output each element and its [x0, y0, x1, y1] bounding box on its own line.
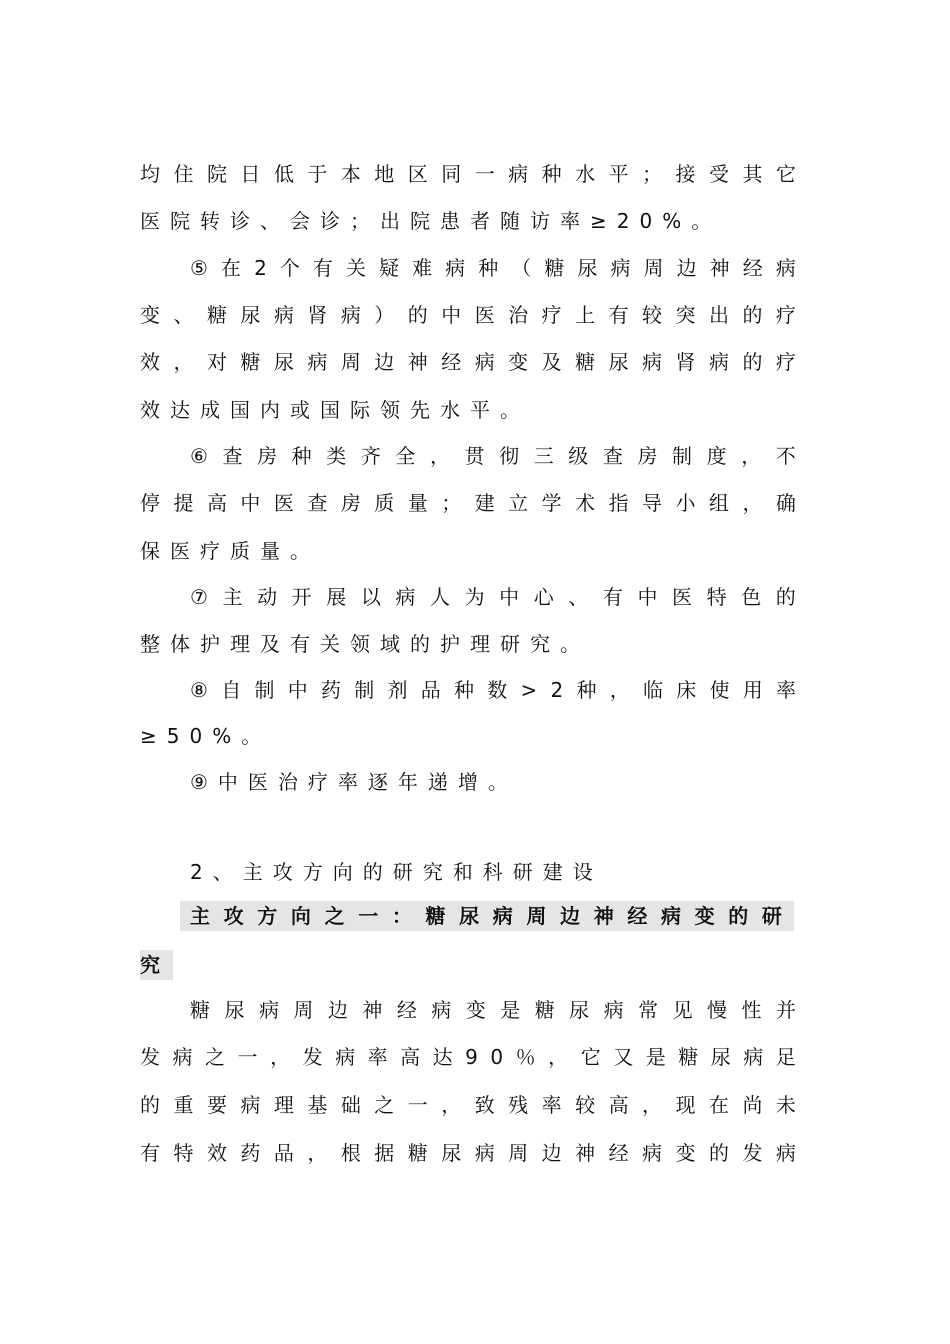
item-5-line-2: 变 、 糖 尿 病 肾 病 ） 的 中 医 治 疗 上 有 较 突 出 的 疗: [140, 303, 796, 327]
item-8-line-2: ≥50%。: [140, 724, 272, 748]
item-5-line-3: 效 ， 对 糖 尿 病 周 边 神 经 病 变 及 糖 尿 病 肾 病 的 疗: [140, 350, 796, 374]
item-8-line-1: ⑧ 自 制 中 药 制 剂 品 种 数 > 2 种 ， 临 床 使 用 率: [190, 678, 796, 702]
item-7-line-2: 整体护理及有关领域的护理研究。: [140, 632, 590, 656]
body-line-3: 的 重 要 病 理 基 础 之 一 ， 致 残 率 较 高 ， 现 在 尚 未: [140, 1093, 796, 1117]
item-6-line-3: 保医疗质量。: [140, 539, 320, 563]
item-6-line-1: ⑥ 查 房 种 类 齐 全 ， 贯 彻 三 级 查 房 制 度 ， 不: [190, 444, 796, 468]
item-5-line-4: 效达成国内或国际领先水平。: [140, 398, 530, 422]
item-5-line-1: ⑤ 在 2 个 有 关 疑 难 病 种 （ 糖 尿 病 周 边 神 经 病: [190, 256, 796, 280]
text-line-1: 均 住 院 日 低 于 本 地 区 同 一 病 种 水 平 ； 接 受 其 它: [140, 162, 796, 186]
text-line-2: 医院转诊、会诊；出院患者随访率≥20%。: [140, 209, 722, 233]
body-line-2: 发 病 之 一 ， 发 病 率 高 达 9 0 ％ ， 它 又 是 糖 尿 病 足: [140, 1045, 796, 1069]
item-6-line-2: 停 提 高 中 医 查 房 质 量 ； 建 立 学 术 指 导 小 组 ， 确: [140, 491, 796, 515]
item-9-line-1: ⑨中医治疗率逐年递增。: [190, 770, 518, 794]
direction-1-heading-cont: 究: [140, 953, 170, 977]
item-7-line-1: ⑦ 主 动 开 展 以 病 人 为 中 心 、 有 中 医 特 色 的: [190, 585, 796, 609]
direction-1-heading: 主 攻 方 向 之 一 ： 糖 尿 病 周 边 神 经 病 变 的 研: [190, 904, 782, 928]
body-line-1: 糖 尿 病 周 边 神 经 病 变 是 糖 尿 病 常 见 慢 性 并: [190, 998, 796, 1022]
section-2-heading: 2、主攻方向的研究和科研建设: [190, 860, 603, 884]
body-line-4: 有 特 效 药 品 ， 根 据 糖 尿 病 周 边 神 经 病 变 的 发 病: [140, 1141, 796, 1165]
